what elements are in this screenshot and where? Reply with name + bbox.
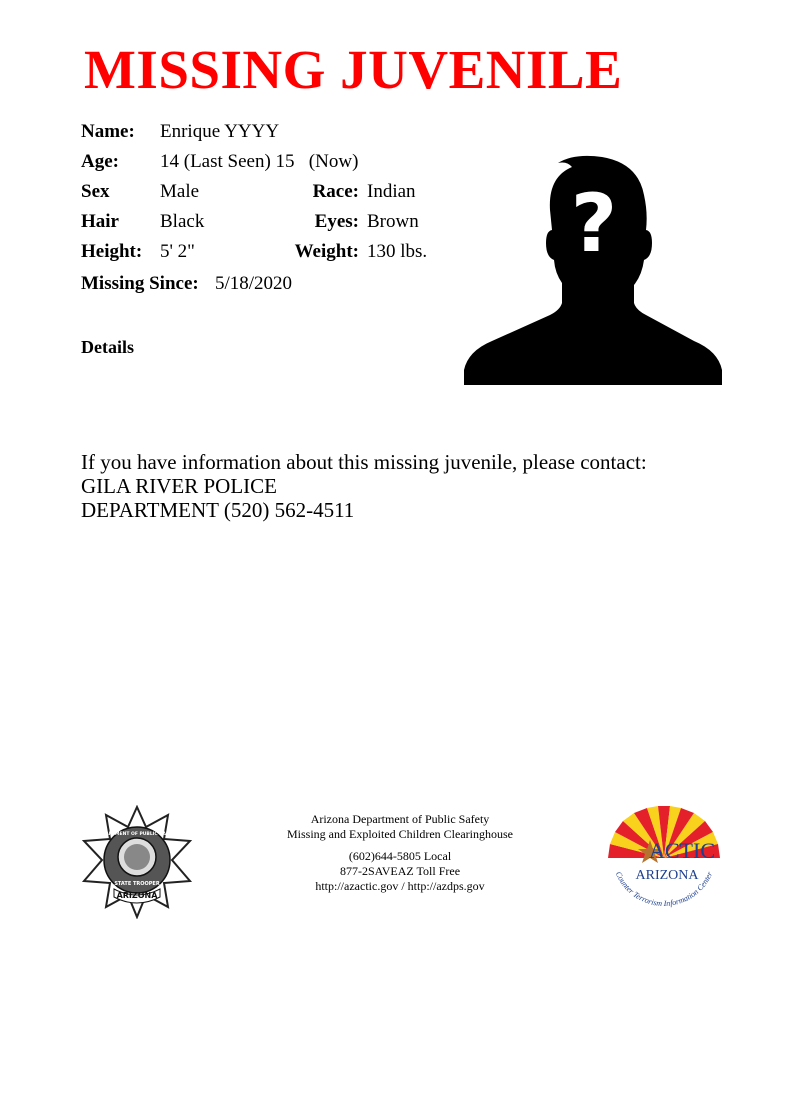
footer-phone-toll-free: 877-2SAVEAZ Toll Free [339, 864, 461, 878]
contact-agency: GILA RIVER POLICE [81, 474, 277, 498]
footer-program: Missing and Exploited Children Clearinghouse [287, 827, 513, 841]
svg-text:STATE TROOPER: STATE TROOPER [114, 881, 160, 887]
weight-value: 130 lbs. [367, 241, 428, 262]
svg-text:ACTIC: ACTIC [649, 838, 715, 863]
sex-label: Sex [81, 181, 110, 202]
svg-text:ARIZONA: ARIZONA [635, 868, 699, 883]
footer-org: Arizona Department of Public Safety [310, 812, 490, 826]
race-label: Race: [312, 181, 359, 202]
contact-agency-phone: DEPARTMENT (520) 562-4511 [81, 498, 355, 522]
footer-websites[interactable]: http://azactic.gov / http://azdps.gov [315, 879, 485, 893]
age-value: 14 (Last Seen) 15 (Now) [160, 151, 359, 172]
hair-value: Black [160, 211, 205, 232]
actic-logo-icon [604, 806, 724, 922]
svg-text:ARIZONA: ARIZONA [116, 891, 158, 900]
contact-intro: If you have information about this missing juvenile, please contact: [81, 450, 647, 474]
eyes-value: Brown [367, 211, 419, 232]
svg-text:DEPARTMENT OF PUBLIC SAFETY: DEPARTMENT OF PUBLIC SAFETY [95, 832, 179, 837]
svg-text:?: ? [570, 177, 618, 270]
age-label: Age: [81, 151, 119, 172]
missing-since-value: 5/18/2020 [215, 273, 293, 294]
race-value: Indian [367, 181, 416, 202]
footer-phone-local: (602)644-5805 Local [348, 849, 452, 863]
name-value: Enrique YYYY [160, 121, 280, 142]
footer-contact [260, 812, 540, 894]
svg-text:Counter Terrorism Information: Counter Terrorism Information Center [613, 870, 715, 909]
page-title: MISSING JUVENILE [84, 39, 623, 100]
sex-value: Male [160, 181, 200, 202]
missing-since-label: Missing Since: [81, 273, 199, 294]
name-label: Name: [81, 121, 135, 142]
details-heading: Details [81, 337, 134, 357]
height-label: Height: [81, 241, 143, 262]
height-value: 5' 2" [160, 241, 195, 262]
dps-state-trooper-badge-icon [80, 805, 194, 919]
weight-label: Weight: [294, 241, 359, 262]
contact-info [81, 450, 647, 522]
unknown-person-silhouette-icon [462, 155, 724, 385]
eyes-label: Eyes: [314, 211, 359, 232]
hair-label: Hair [81, 211, 119, 232]
